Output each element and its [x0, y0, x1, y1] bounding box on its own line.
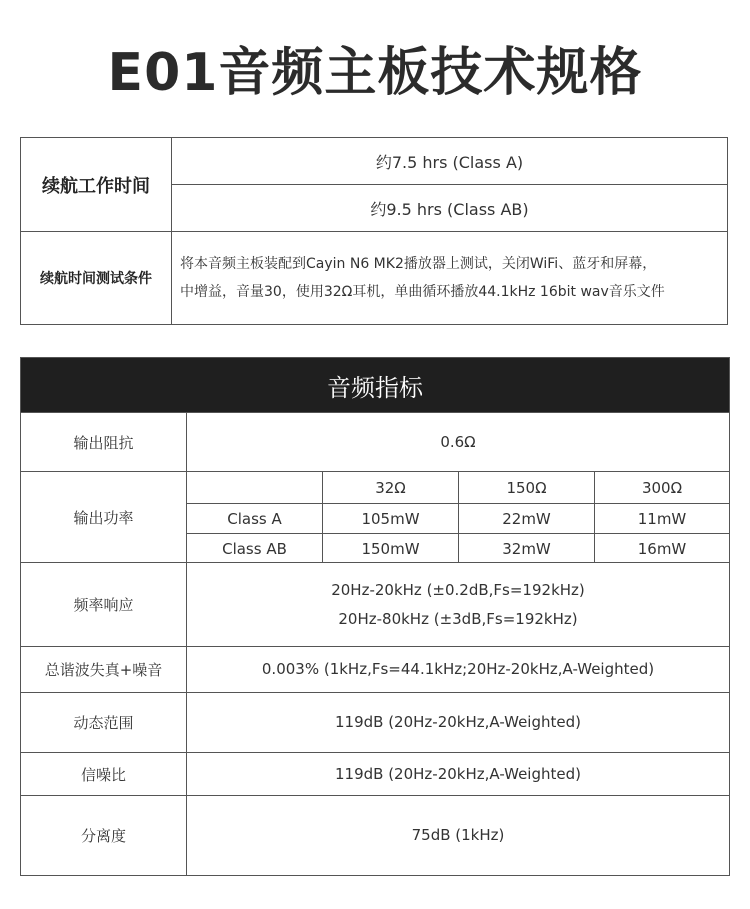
frequency-response-label: 频率响应 [21, 563, 187, 646]
separation-label: 分离度 [21, 796, 187, 875]
conditions-label: 续航时间测试条件 [21, 232, 172, 324]
thd-n-label: 总谐波失真+噪音 [21, 647, 187, 692]
page-title: E01音频主板技术规格 [107, 43, 643, 103]
power-value: 11mW [637, 509, 687, 528]
table-row [21, 562, 729, 646]
table-row [21, 752, 729, 795]
power-value: 16mW [637, 539, 687, 558]
table-row [21, 692, 729, 752]
power-value: 105mW [361, 509, 420, 528]
power-value: 22mW [502, 509, 551, 528]
table-row [21, 795, 729, 875]
frequency-response-line-1: 20Hz-20kHz (±0.2dB,Fs=192kHz) [331, 580, 585, 599]
power-mode-label: Class A [227, 509, 282, 528]
power-mode-label: Class AB [222, 539, 287, 558]
audio-spec-header: 音频指标 [21, 358, 729, 412]
runtime-class-ab: 约9.5 hrs (Class AB) [172, 185, 727, 232]
thd-n-value: 0.003% (1kHz,Fs=44.1kHz;20Hz-20kHz,A-Weighted) [261, 660, 655, 678]
frequency-response-value [187, 563, 729, 646]
audio-spec-table [20, 357, 730, 876]
power-col-header: 150Ω [506, 478, 547, 497]
frequency-response-line-2: 20Hz-80kHz (±3dB,Fs=192kHz) [338, 609, 578, 628]
conditions-line-1: 将本音频主板装配到Cayin N6 MK2播放器上测试，关闭WiFi、蓝牙和屏幕， [180, 256, 657, 272]
power-value: 32mW [502, 539, 551, 558]
snr-label: 信噪比 [21, 753, 187, 795]
conditions-line-2: 中增益，音量30，使用32Ω耳机，单曲循环播放44.1kHz 16bit wav音乐文件 [180, 284, 665, 300]
snr-value: 119dB (20Hz-20kHz,A-Weighted) [334, 764, 581, 783]
table-row [21, 471, 729, 562]
conditions-text [172, 232, 727, 324]
output-power-label: 输出功率 [21, 472, 187, 562]
battery-table [20, 137, 728, 325]
power-corner-cell [187, 472, 322, 503]
power-col-header: 32Ω [375, 478, 406, 497]
output-impedance-value: 0.6Ω [440, 432, 476, 451]
dynamic-range-value: 119dB (20Hz-20kHz,A-Weighted) [334, 713, 581, 731]
output-power-grid [187, 472, 729, 562]
runtime-class-a: 约7.5 hrs (Class A) [172, 138, 727, 185]
table-row [21, 412, 729, 471]
output-impedance-label: 输出阻抗 [21, 413, 187, 471]
table-row [21, 646, 729, 692]
power-value: 150mW [361, 539, 420, 558]
power-col-header: 300Ω [641, 478, 683, 497]
dynamic-range-label: 动态范围 [21, 693, 187, 752]
runtime-label: 续航工作时间 [21, 138, 172, 232]
separation-value: 75dB (1kHz) [411, 826, 505, 844]
